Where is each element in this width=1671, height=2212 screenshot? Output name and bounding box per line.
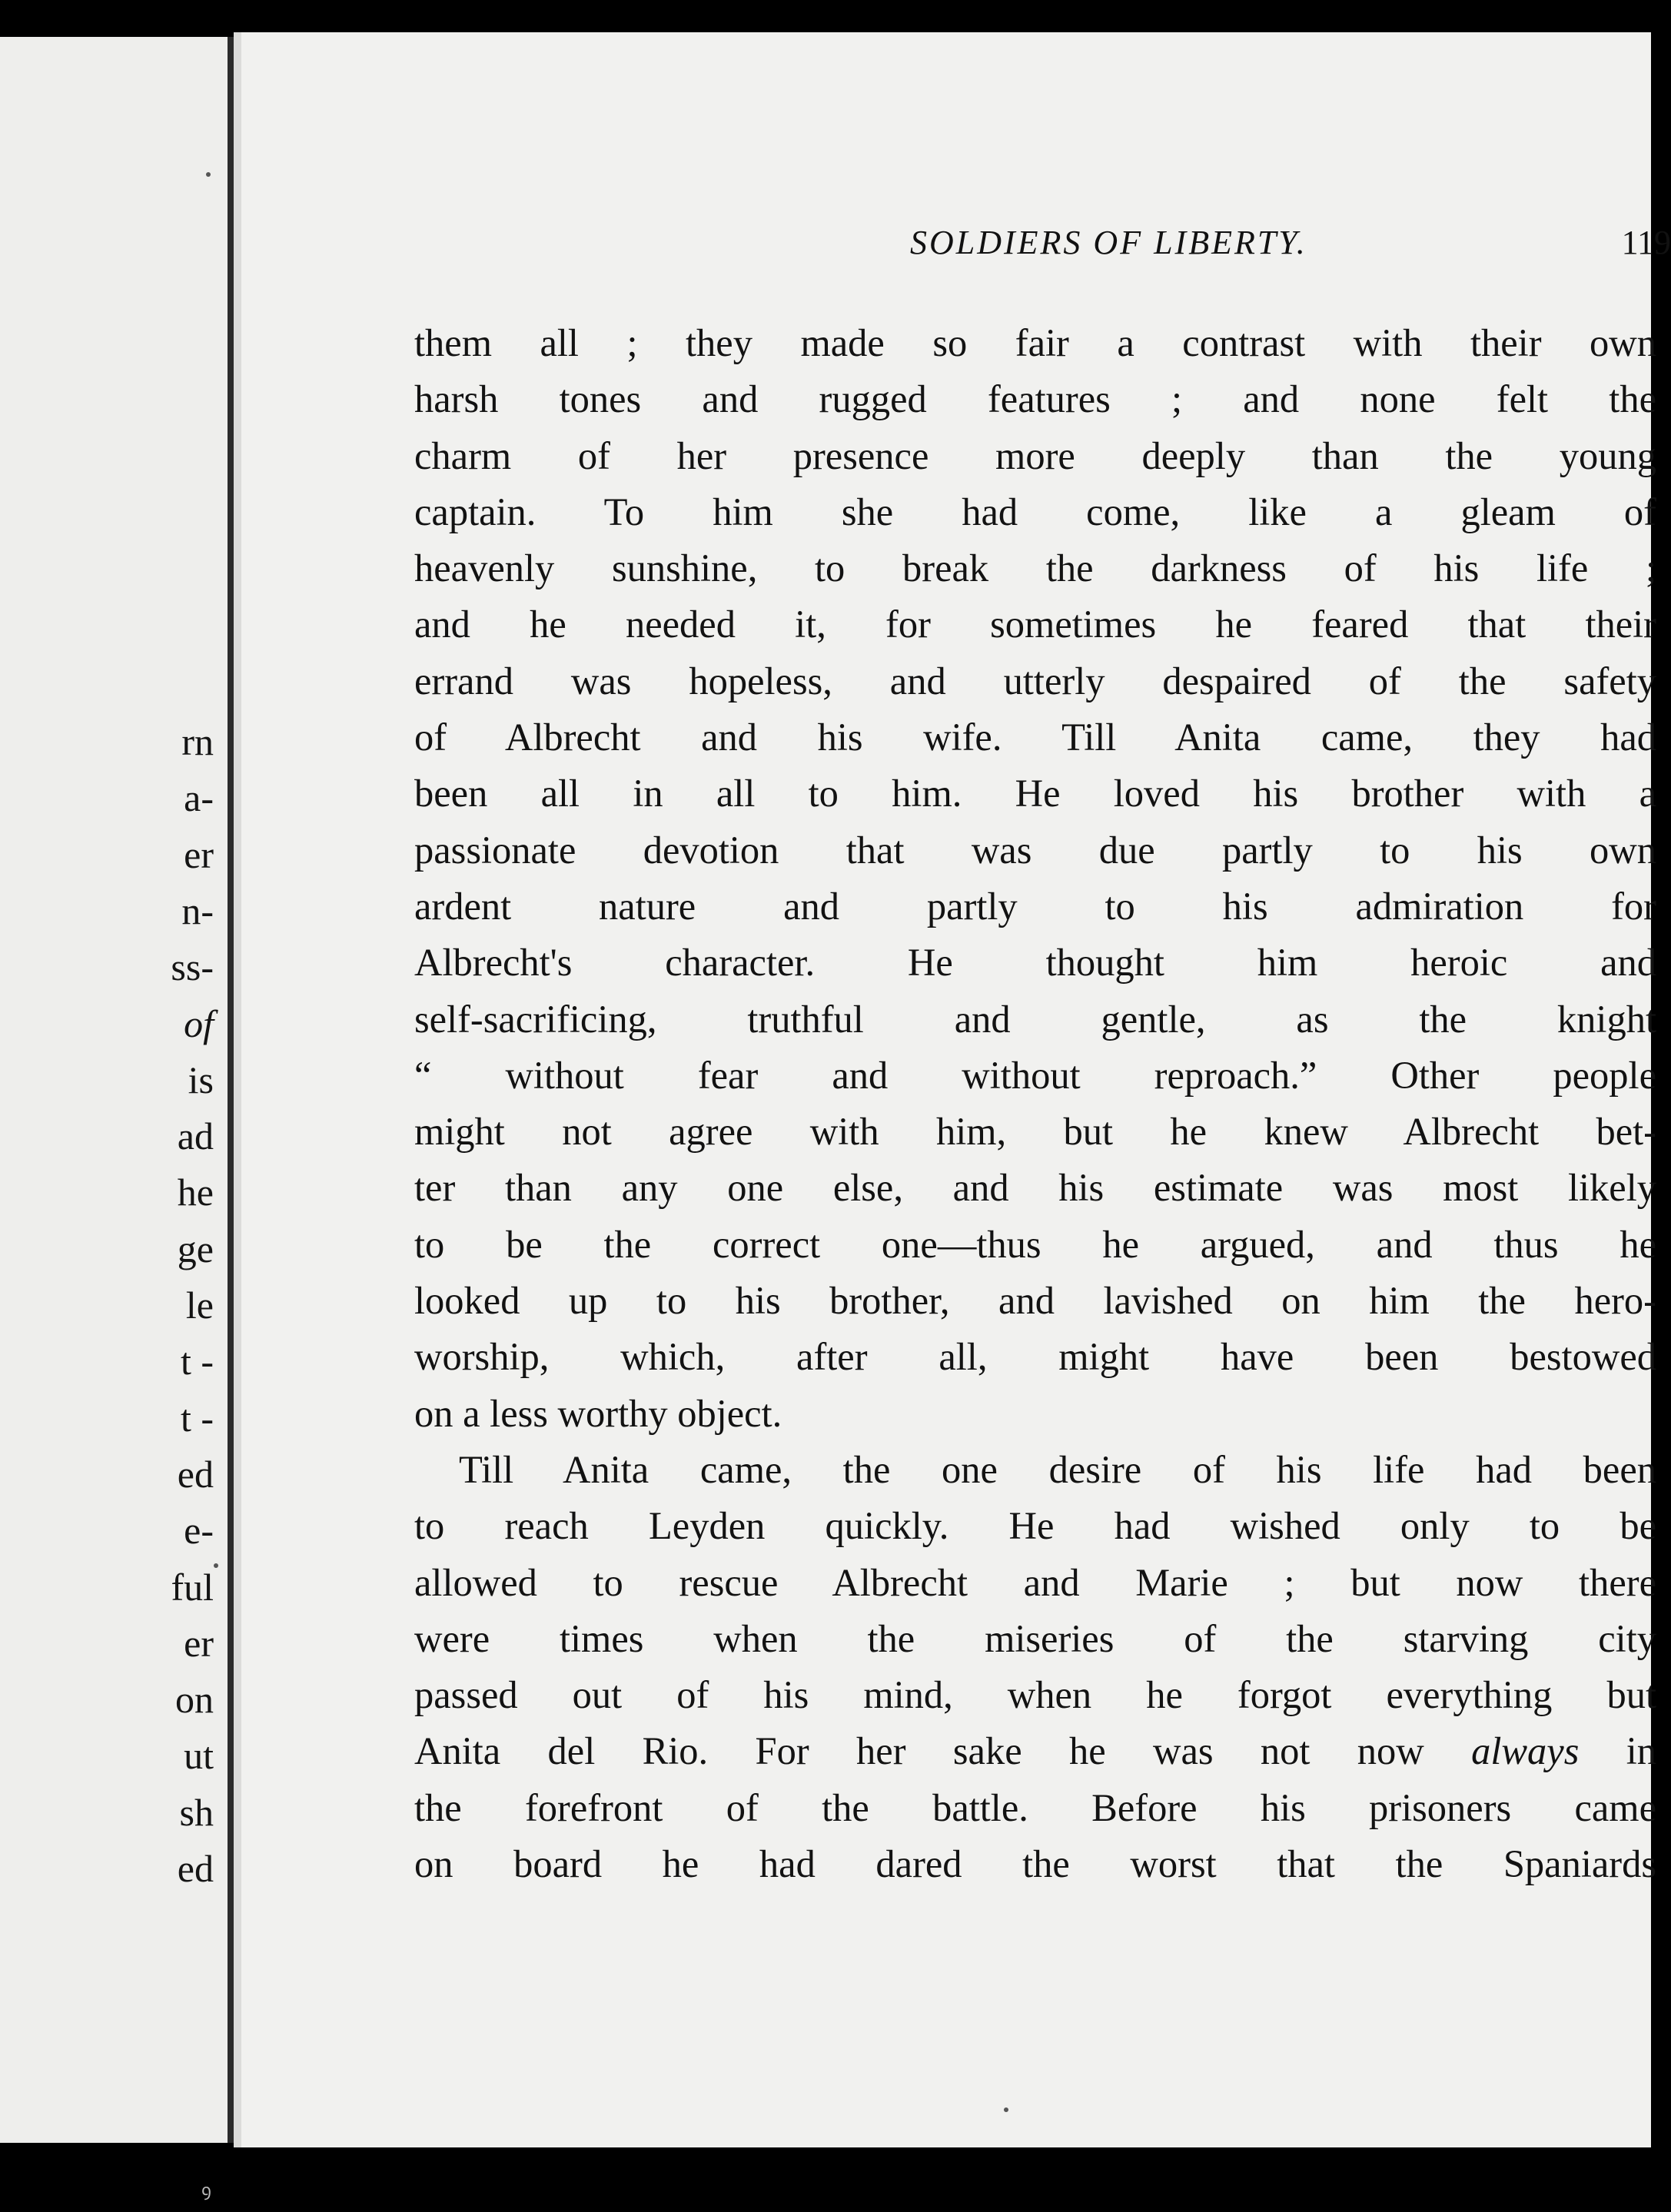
facing-page-text-fragments [0, 37, 228, 2143]
facing-page-fragment: of [184, 1001, 214, 1045]
facing-page-fragment: ed [177, 1452, 214, 1496]
emphasis-word: always [1471, 1729, 1580, 1773]
text-line: on a less worthy object. [414, 1391, 782, 1435]
text-line: ter than any one else, and his estimate was most likely [414, 1166, 1656, 1210]
text-line: were times when the miseries of the starving city [414, 1616, 1656, 1660]
text-line: on board he had dared the worst that the Spaniards [414, 1842, 1656, 1886]
text-line: ardent nature and partly to his admiration for [414, 884, 1656, 928]
facing-page-fragment: er [184, 832, 214, 876]
text-line: to be the correct one—thus he argued, and thus he [414, 1222, 1656, 1266]
text-line: “ without fear and without reproach.” Other people [414, 1053, 1656, 1097]
text-line: errand was hopeless, and utterly despaired of the safety [414, 659, 1656, 702]
facing-page-fragment: on [175, 1678, 214, 1722]
text-line: passed out of his mind, when he forgot everything but [414, 1673, 1656, 1717]
paragraph-2 [414, 1442, 1656, 1892]
line-tail: in [1579, 1729, 1657, 1773]
page-number: 119 [1621, 224, 1671, 261]
facing-page-fragment: ge [177, 1227, 214, 1270]
text-line: captain. To him she had come, like a gleam of [414, 490, 1656, 533]
book-page [234, 32, 1671, 2147]
facing-page-fragment: is [188, 1058, 214, 1101]
facing-page-fragment: he [177, 1171, 214, 1214]
text-line: the forefront of the battle. Before his prisoners came [414, 1785, 1656, 1829]
page-gutter [228, 37, 234, 2143]
facing-page-fragment: ad [177, 1114, 214, 1158]
text-line: charm of her presence more deeply than the young [414, 433, 1656, 477]
text-line: heavenly sunshine, to break the darkness of his life ; [414, 546, 1656, 590]
text-line: allowed to rescue Albrecht and Marie ; but now there [414, 1560, 1656, 1604]
text-line: of Albrecht and his wife. Till Anita came, they had [414, 716, 1656, 759]
facing-page-fragment: ss- [171, 945, 214, 989]
facing-page-fragment: t - [180, 1396, 214, 1440]
facing-page-fragment: e- [184, 1509, 214, 1553]
facing-page-fragment: sh [179, 1790, 214, 1834]
facing-page-fragment: n- [181, 888, 214, 932]
paper-speck [1004, 2107, 1008, 2112]
paper-speck [206, 172, 211, 177]
text-line: and he needed it, for sometimes he feared that their [414, 603, 1656, 646]
text-line: Till Anita came, the one desire of his life had been [459, 1447, 1656, 1491]
facing-page-fragment: er [184, 1621, 214, 1665]
facing-page-fragment: le [185, 1284, 214, 1327]
text-line: might not agree with him, but he knew Albrecht bet- [414, 1110, 1656, 1154]
text-line: Albrecht's character. He thought him heroic and [414, 941, 1656, 985]
text-line: them all ; they made so fair a contrast with their own [414, 321, 1656, 364]
text-line: passionate devotion that was due partly to his own [414, 828, 1656, 872]
paper-speck [214, 1563, 218, 1568]
running-title: SOLDIERS OF LIBERTY. [910, 224, 1307, 261]
text-line: worship, which, after all, might have been bestowed [414, 1335, 1656, 1379]
text-line: harsh tones and rugged features ; and none felt the [414, 377, 1656, 421]
body-text [414, 315, 1656, 1892]
facing-page-fragment: ut [184, 1734, 214, 1778]
text-line: been all in all to him. He loved his brother with a [414, 772, 1656, 815]
text-line: to reach Leyden quickly. He had wished only to be [414, 1504, 1656, 1548]
facing-page [0, 37, 228, 2143]
facing-page-fragment: t - [180, 1340, 214, 1383]
facing-page-fragment: a- [184, 776, 214, 820]
paragraph-1 [414, 315, 1656, 1442]
facing-page-fragment: ful [171, 1565, 214, 1609]
text-line: looked up to his brother, and lavished on him the hero- [414, 1279, 1656, 1323]
text-line-with-emphasis [414, 1723, 1656, 1779]
text-line: self-sacrificing, truthful and gentle, as the knight [414, 997, 1656, 1041]
scan-edge-mark: ꝯ [201, 2181, 211, 2200]
facing-page-fragment: ed [177, 1847, 214, 1890]
facing-page-fragment: rn [181, 720, 214, 763]
line-text: Anita del Rio. For her sake he was not now [414, 1729, 1424, 1773]
running-head [418, 223, 1671, 284]
